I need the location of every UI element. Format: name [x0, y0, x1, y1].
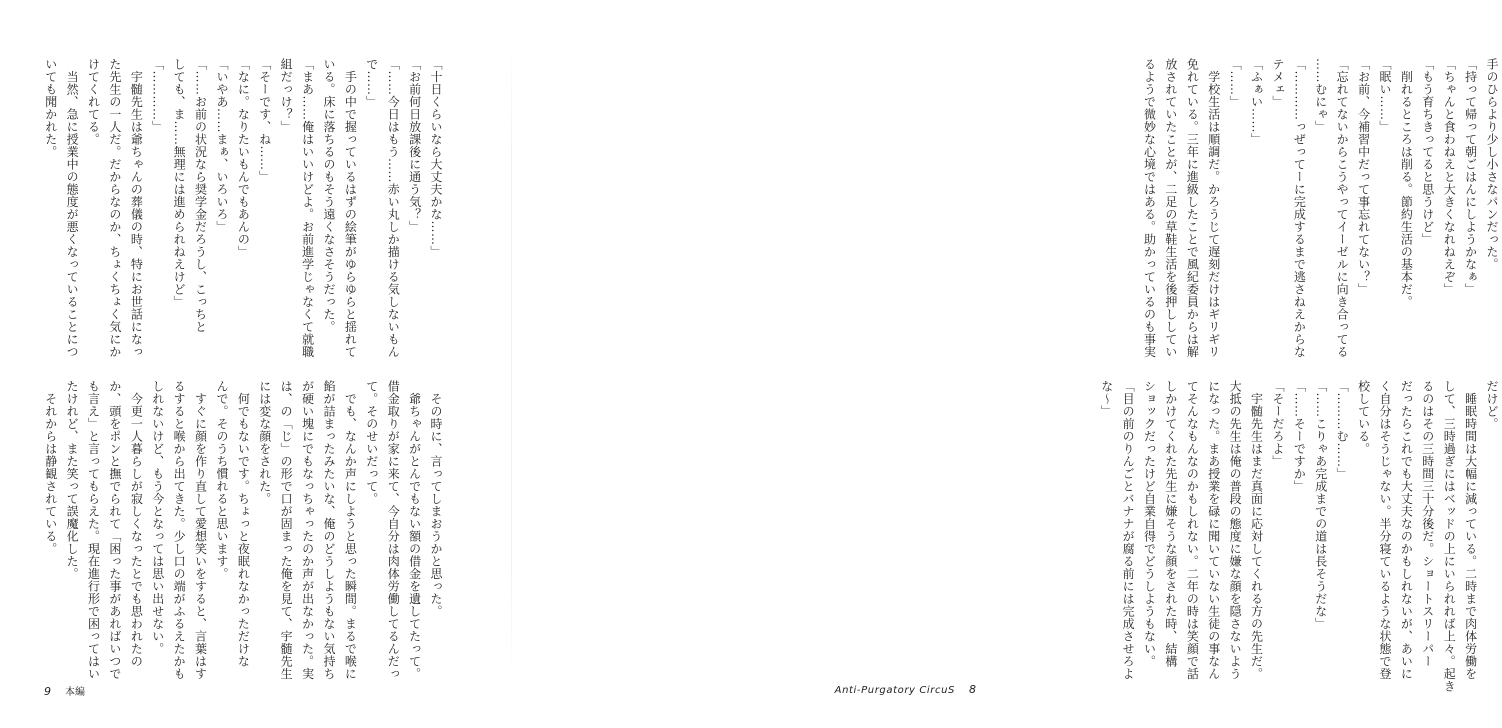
text-line: 「…………」 [150, 58, 165, 133]
right-page-lower-text [1099, 380, 1502, 693]
running-section: 本編 [65, 687, 85, 698]
left-page-footer [44, 683, 85, 698]
text-line: 「……こりゃあ完成までの道は長そうだな」 [1313, 380, 1328, 630]
text-line: たけれど、また笑って誤魔化した。 [65, 380, 80, 580]
text-line: 校している。 [1356, 380, 1371, 455]
text-line: 免れている。三年に進級したことで風紀委員からは解 [1185, 58, 1200, 358]
text-line: 「ふぁい……」 [1249, 58, 1264, 146]
text-line: 「眠い……」 [1377, 58, 1392, 133]
text-line: 「そーです、ね……」 [257, 58, 272, 183]
text-line: だったらこれでも大丈夫なのかもしれないが、あいに [1399, 380, 1414, 680]
text-line: しても、ま……無理には進められねえけど」 [172, 58, 187, 308]
text-line: 「お前何日放課後に通う気？」 [407, 58, 422, 233]
text-line: ……むにゃ」 [1313, 58, 1328, 133]
text-line: すぐに顔を作り直して愛想笑いをすると、言葉はす [193, 380, 208, 680]
text-line: 餡が詰まったみたいな、俺のどうしようもない気持ち [321, 380, 336, 680]
running-title: Anti-Purgatory CircuS [834, 685, 955, 696]
text-line: それからは静観されている。 [43, 380, 58, 555]
text-line: けてくれてる。 [86, 58, 101, 146]
text-line: 削れるところは削る。節約生活の基本だ。 [1399, 58, 1414, 308]
text-line: 借金取りが家に来て、今自分は肉体労働してるんだっ [386, 380, 401, 680]
text-line: 「……今日はもう……赤い丸しか描ける気しないもん [386, 58, 401, 358]
text-line: 「持って帰って朝ごはんにしようかなぁ」 [1463, 58, 1478, 296]
left-page [0, 0, 512, 728]
left-page-lower-text [42, 380, 446, 690]
text-line: ショックだったけど自業自得でどうしようもない。 [1142, 380, 1157, 668]
text-line: 「いやあ……まぁ、いろいろ」 [214, 58, 229, 233]
text-line: 「もう育ちきってると思うけど」 [1420, 58, 1435, 246]
text-line: 睡眠時間は大幅に減っている。二時まで肉体労働を [1463, 380, 1478, 680]
text-line: 宇髄先生は爺ちゃんの葬儀の時、特にお世話になっ [129, 58, 144, 358]
page-number: 9 [44, 685, 51, 698]
text-line: 手の中で握っているはずの絵筆がゆらゆらと揺れて [343, 58, 358, 358]
text-line: も言え」と言ってもらえた。現在進行形で困ってはい [86, 380, 101, 680]
text-line: で……」 [364, 58, 379, 108]
text-line: には変な顔をされた。 [257, 380, 272, 505]
text-line: 「なに。なりたいもんでもあんの」 [236, 58, 251, 258]
text-line: でも、なんか声にしようと思った瞬間。まるで喉に [343, 380, 358, 680]
text-line: 爺ちゃんがとんでもない額の借金を遺してたって。 [407, 380, 422, 680]
text-line: 宇髄先生はまだ真面に応対してくれる方の先生だ。 [1249, 380, 1264, 680]
text-line: 「目の前のりんごとバナナが腐る前には完成させろよ [1121, 380, 1136, 680]
text-line: だけど。 [1485, 380, 1499, 430]
right-page-footer [835, 683, 976, 696]
text-line: テメェ」 [1270, 58, 1285, 108]
text-line: 手のひらより少し小さなパンだった。 [1485, 58, 1499, 271]
text-line: か、頭をポンと撫でられて「困った事があればいつで [107, 380, 122, 680]
text-line: てそんなもんなのかもしれない。二年の時は笑顔で話 [1185, 380, 1200, 680]
text-line: な～」 [1099, 380, 1114, 418]
left-page-upper-text [42, 58, 446, 368]
text-line: んで。そのうち慣れると思います。 [214, 380, 229, 580]
page-number: 8 [969, 683, 976, 696]
text-line: 学校生活は順調だ。かろうじて遅刻だけはギリギリ [1206, 58, 1221, 358]
text-line: 何でもないです。ちょっと夜眠れなかっただけな [236, 380, 251, 668]
text-line: 「お前、今補習中だって事忘れてない？」 [1356, 58, 1371, 296]
text-line: 「十日くらいなら大丈夫かな……」 [429, 58, 443, 258]
text-line: しれないけど、もう今となっては思い出せない。 [150, 380, 165, 655]
text-line: く自分はそうじゃない。半分寝ているような状態で登 [1377, 380, 1392, 680]
text-line: るのはその三時間三十分後だ。ショートスリーパー [1420, 380, 1435, 668]
text-line: 大抵の先生は俺の普段の態度に嫌な顔を隠さないよう [1228, 380, 1243, 680]
text-line: 「忘れてないからこうやってイーゼルに向き合ってる [1335, 58, 1350, 358]
text-line: は、の「じ」の形で口が固まった俺を見て、宇髄先生 [279, 380, 294, 680]
text-line: 「ちゃんと食わねえと大きくなれねえぞ」 [1442, 58, 1457, 296]
text-line: 「………む……」 [1335, 380, 1350, 480]
text-line: 「まあ……俺はいいけどよ。お前進学じゃなくて就職 [300, 58, 315, 358]
text-line: 「……そーですか」 [1292, 380, 1307, 493]
text-line: が硬い塊にでもなっちゃったのか声が出なかった。実 [300, 380, 315, 680]
text-line: 「そーだろよ」 [1270, 380, 1285, 468]
text-line: になった。まあ授業を碌に聞いていない生徒の事なん [1206, 380, 1221, 680]
text-line: 「…………っぜってーに完成するまで逃さねえからな [1292, 58, 1307, 358]
text-line: いる。床に落ちるのもそう遠くなさそうだった。 [321, 58, 336, 333]
text-line: 放されていたことが、二足の草鞋生活を後押ししてい [1163, 58, 1178, 358]
text-line: 「……」 [1228, 58, 1243, 108]
text-line: 組だっけ？」 [279, 58, 294, 133]
text-line: 当然、急に授業中の態度が悪くなっていることにつ [65, 58, 80, 358]
text-line: るようで微妙な心境ではある。助かっているのも事実 [1142, 58, 1157, 358]
text-line: その時に、言ってしまおうかと思った。 [429, 380, 443, 618]
text-line: して、三時過ぎにはベッドの上にいられれば上々。起き [1442, 380, 1457, 693]
right-page-upper-text [1104, 58, 1502, 368]
text-line: しかけてくれた先生に嫌そうな顔をされた時、結構 [1163, 380, 1178, 668]
text-line: た先生の一人だ。だからなのか、ちょくちょく気にか [107, 58, 122, 358]
text-line: 「……お前の状況なら奨学金だろうし、こっちと [193, 58, 208, 333]
text-line: いても聞かれた。 [43, 58, 58, 158]
text-line: るすると喉から出てきた。少し口の端がふるえたかも [172, 380, 187, 680]
text-line: て。そのせいだって。 [364, 380, 379, 505]
right-page [512, 0, 1499, 728]
text-line: 今更一人暮らしが寂しくなったとでも思われたの [129, 380, 144, 668]
